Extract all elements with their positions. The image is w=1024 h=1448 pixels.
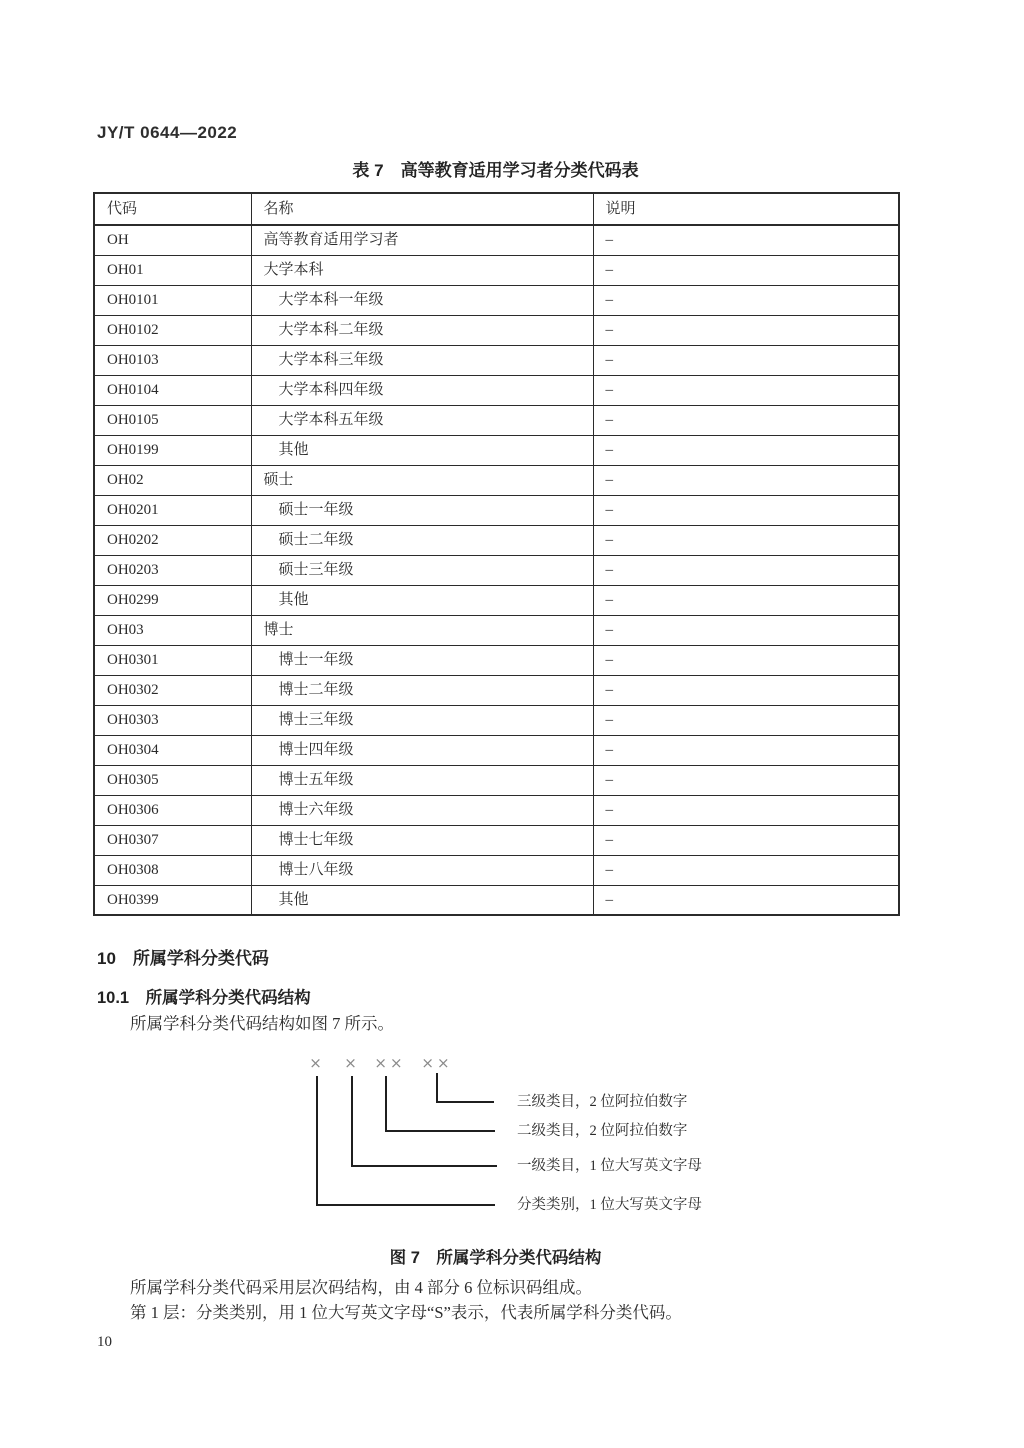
name-cell: 大学本科三年级 [251, 345, 593, 375]
name-cell: 博士三年级 [251, 705, 593, 735]
code-cell: OH0299 [94, 585, 251, 615]
name-cell: 博士二年级 [251, 675, 593, 705]
column-header-name: 名称 [251, 193, 593, 225]
note-cell: – [593, 825, 899, 855]
code-cell: OH0308 [94, 855, 251, 885]
name-cell: 博士八年级 [251, 855, 593, 885]
table-row [94, 435, 899, 465]
code-cell: OH03 [94, 615, 251, 645]
column-header-note: 说明 [593, 193, 899, 225]
code-cell: OH [94, 225, 251, 255]
code-cell: OH0305 [94, 765, 251, 795]
name-cell: 硕士 [251, 465, 593, 495]
table-row [94, 795, 899, 825]
table-row [94, 675, 899, 705]
section-heading-10-1: 10.1 所属学科分类代码结构 [97, 989, 311, 1007]
note-cell: – [593, 645, 899, 675]
table-row [94, 735, 899, 765]
note-cell: – [593, 495, 899, 525]
note-cell: – [593, 465, 899, 495]
table-row [94, 225, 899, 255]
name-cell: 大学本科五年级 [251, 405, 593, 435]
column-header-code: 代码 [94, 193, 251, 225]
classification-code-table [93, 192, 900, 916]
x-placeholder-1: × [309, 1054, 325, 1072]
diagram-label-level2: 二级类目，2 位阿拉伯数字 [517, 1123, 688, 1139]
code-cell: OH0104 [94, 375, 251, 405]
standard-number: JY/T 0644—2022 [97, 123, 238, 142]
code-cell: OH0306 [94, 795, 251, 825]
table-header-row [94, 193, 899, 225]
name-cell: 博士五年级 [251, 765, 593, 795]
connector-line-vertical-3 [385, 1076, 387, 1132]
name-cell: 大学本科一年级 [251, 285, 593, 315]
note-cell: – [593, 255, 899, 285]
name-cell: 高等教育适用学习者 [251, 225, 593, 255]
code-cell: OH0202 [94, 525, 251, 555]
name-cell: 其他 [251, 585, 593, 615]
table-row [94, 285, 899, 315]
connector-line-vertical-2 [351, 1076, 353, 1167]
name-cell: 硕士二年级 [251, 525, 593, 555]
note-cell: – [593, 345, 899, 375]
note-cell: – [593, 225, 899, 255]
note-cell: – [593, 735, 899, 765]
note-cell: – [593, 435, 899, 465]
diagram-label-level3: 三级类目，2 位阿拉伯数字 [517, 1094, 688, 1110]
name-cell: 博士 [251, 615, 593, 645]
page-number: 10 [97, 1334, 112, 1350]
table-row [94, 255, 899, 285]
note-cell: – [593, 615, 899, 645]
name-cell: 博士七年级 [251, 825, 593, 855]
name-cell: 博士一年级 [251, 645, 593, 675]
table-row [94, 405, 899, 435]
code-cell: OH0201 [94, 495, 251, 525]
name-cell: 大学本科二年级 [251, 315, 593, 345]
code-cell: OH0307 [94, 825, 251, 855]
paragraph-layer1: 第 1 层：分类类别，用 1 位大写英文字母“S”表示，代表所属学科分类代码。 [130, 1303, 682, 1322]
name-cell: 其他 [251, 435, 593, 465]
table-row [94, 765, 899, 795]
table-row [94, 465, 899, 495]
code-cell: OH0102 [94, 315, 251, 345]
code-cell: OH0399 [94, 885, 251, 915]
note-cell: – [593, 375, 899, 405]
x-placeholder-4: ×× [421, 1054, 453, 1072]
code-cell: OH0301 [94, 645, 251, 675]
table-row [94, 825, 899, 855]
name-cell: 其他 [251, 885, 593, 915]
code-structure-diagram [0, 1055, 1024, 1230]
connector-line-vertical-4 [436, 1073, 438, 1103]
note-cell: – [593, 795, 899, 825]
diagram-label-level1: 一级类目，1 位大写英文字母 [517, 1158, 702, 1174]
x-placeholder-2: × [344, 1054, 360, 1072]
code-cell: OH0199 [94, 435, 251, 465]
table-row [94, 525, 899, 555]
note-cell: – [593, 405, 899, 435]
paragraph-structure: 所属学科分类代码采用层次码结构，由 4 部分 6 位标识码组成。 [130, 1278, 592, 1297]
name-cell: 硕士三年级 [251, 555, 593, 585]
connector-line-horizontal-1 [436, 1101, 494, 1103]
note-cell: – [593, 555, 899, 585]
name-cell: 博士四年级 [251, 735, 593, 765]
table-row [94, 345, 899, 375]
note-cell: – [593, 705, 899, 735]
note-cell: – [593, 675, 899, 705]
note-cell: – [593, 525, 899, 555]
code-cell: OH0105 [94, 405, 251, 435]
connector-line-horizontal-3 [351, 1165, 497, 1167]
table-row [94, 855, 899, 885]
diagram-label-category: 分类类别，1 位大写英文字母 [517, 1197, 702, 1213]
note-cell: – [593, 885, 899, 915]
paragraph-intro: 所属学科分类代码结构如图 7 所示。 [130, 1014, 394, 1033]
code-cell: OH0101 [94, 285, 251, 315]
table-row [94, 315, 899, 345]
table-row [94, 645, 899, 675]
code-cell: OH0303 [94, 705, 251, 735]
connector-line-horizontal-2 [385, 1130, 495, 1132]
table-row [94, 375, 899, 405]
code-cell: OH02 [94, 465, 251, 495]
table-title: 表 7 高等教育适用学习者分类代码表 [352, 161, 639, 180]
name-cell: 硕士一年级 [251, 495, 593, 525]
table-row [94, 885, 899, 915]
note-cell: – [593, 855, 899, 885]
name-cell: 博士六年级 [251, 795, 593, 825]
connector-line-horizontal-4 [316, 1204, 495, 1206]
table-row [94, 615, 899, 645]
name-cell: 大学本科四年级 [251, 375, 593, 405]
code-cell: OH0302 [94, 675, 251, 705]
table-row [94, 555, 899, 585]
table-body [94, 225, 899, 915]
note-cell: – [593, 765, 899, 795]
connector-line-vertical-1 [316, 1076, 318, 1206]
code-cell: OH0304 [94, 735, 251, 765]
note-cell: – [593, 315, 899, 345]
x-placeholder-3: ×× [374, 1054, 406, 1072]
code-cell: OH01 [94, 255, 251, 285]
name-cell: 大学本科 [251, 255, 593, 285]
table-row [94, 495, 899, 525]
table-row [94, 585, 899, 615]
table-row [94, 705, 899, 735]
figure-caption: 图 7 所属学科分类代码结构 [389, 1249, 602, 1267]
note-cell: – [593, 585, 899, 615]
code-cell: OH0103 [94, 345, 251, 375]
note-cell: – [593, 285, 899, 315]
code-cell: OH0203 [94, 555, 251, 585]
section-heading-10: 10 所属学科分类代码 [97, 949, 269, 968]
